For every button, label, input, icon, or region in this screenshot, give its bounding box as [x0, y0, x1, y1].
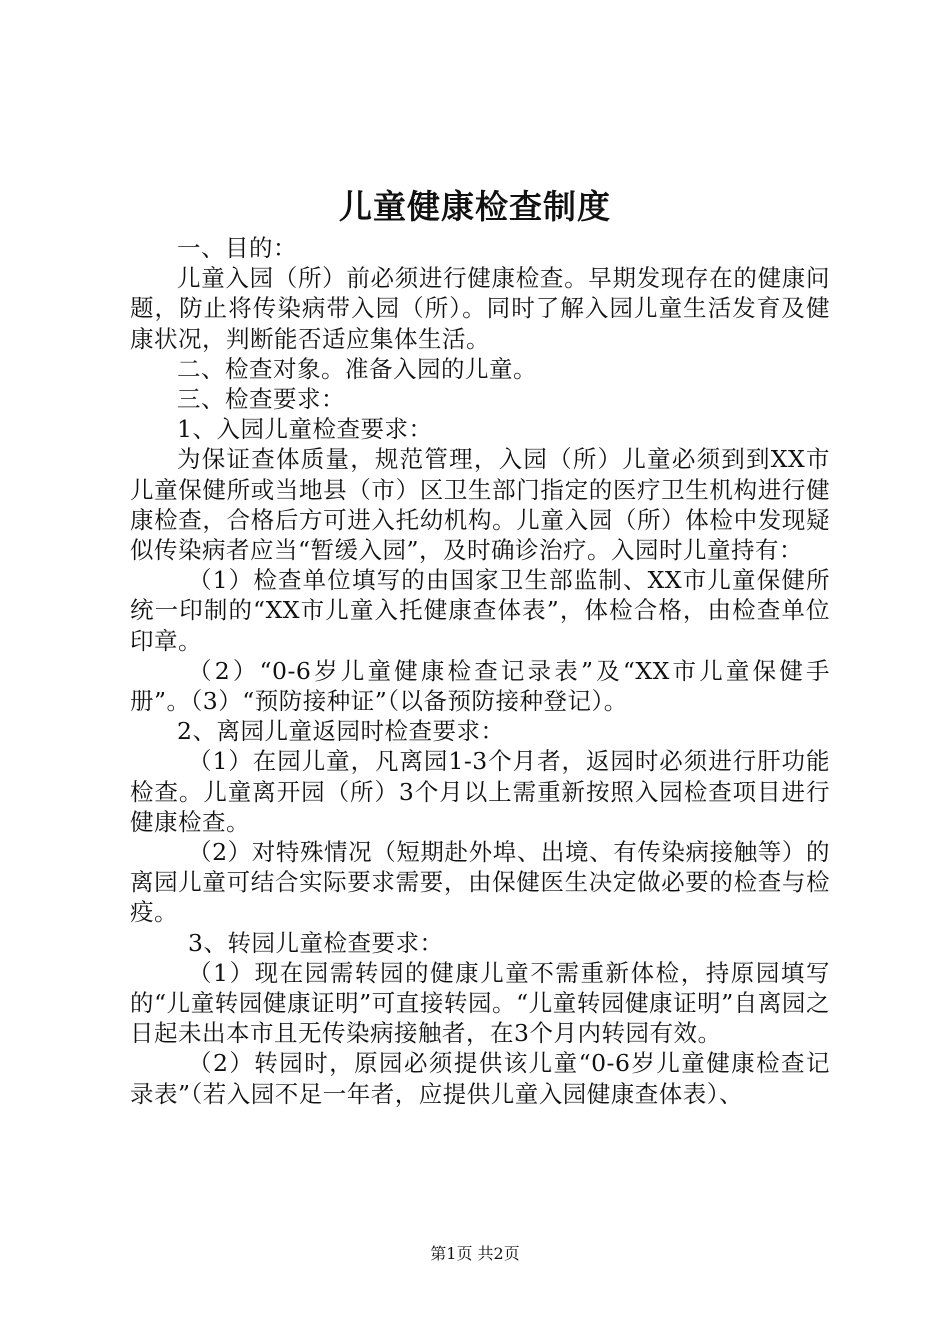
paragraph-admission: 为保证查体质量，规范管理，入园（所）儿童必须到到XX市儿童保健所或当地县（市）区卫生部门指定的医疗卫生机构进行健康检查，合格后方可进入托幼机构。儿童入园（所）体检中发现疑似传染病者应当“暂缓入园”，及时确诊治疗。入园时儿童持有： — [130, 445, 830, 565]
subheading-return: 2、离园儿童返园时检查要求： — [177, 717, 505, 746]
subheading-admission: 1、入园儿童检查要求： — [177, 415, 433, 444]
subheading-transfer: 3、转园儿童检查要求： — [188, 928, 444, 957]
list-item-transfer-2: （2）转园时，原园必须提供该儿童“0-6岁儿童健康检查记录表”（若入园不足一年者，应提供儿童入园健康查体表）、 — [130, 1049, 830, 1108]
document-body — [130, 233, 830, 1109]
list-item-return-2: （2）对特殊情况（短期赴外埠、出境、有传染病接触等）的离园儿童可结合实际要求需要，由保健医生决定做必要的检查与检疫。 — [130, 838, 830, 927]
list-item-return-1: （1）在园儿童，凡离园1-3个月者，返园时必须进行肝功能检查。儿童离开园（所）3个月以上需重新按照入园检查项目进行健康检查。 — [130, 747, 830, 836]
list-item-transfer-1: （1）现在园需转园的健康儿童不需重新体检，持原园填写的“儿童转园健康证明”可直接转园。“儿童转园健康证明”自离园之日起未出本市且无传染病接触者，在3个月内转园有效。 — [130, 958, 830, 1048]
section-heading-purpose: 一、目的： — [177, 234, 297, 262]
list-item-admission-1: （1）检查单位填写的由国家卫生部监制、XX市儿童保健所统一印制的“XX市儿童入托健康查体表”，体检合格，由检查单位印章。 — [130, 566, 830, 655]
paragraph-purpose: 儿童入园（所）前必须进行健康检查。早期发现存在的健康问题，防止将传染病带入园（所）。同时了解入园儿童生活发育及健康状况，判断能否适应集体生活。 — [130, 264, 830, 353]
page-footer: 第1页 共2页 — [430, 1244, 520, 1263]
document-title: 儿童健康检查制度 — [339, 187, 611, 226]
list-item-admission-2-3: （2）“0-6岁儿童健康检查记录表”及“XX市儿童保健手册”。（3）“预防接种证”（以备预防接种登记）。 — [130, 656, 830, 716]
section-heading-target: 二、检查对象。准备入园的儿童。 — [177, 354, 537, 383]
section-heading-requirements: 三、检查要求： — [177, 385, 345, 414]
